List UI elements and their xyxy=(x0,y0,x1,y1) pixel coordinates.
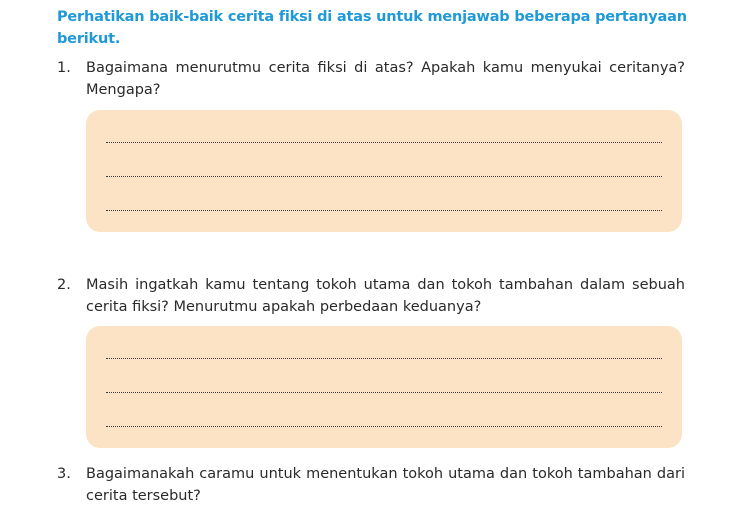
question-2 xyxy=(57,274,685,318)
answer-line[interactable] xyxy=(106,392,662,393)
answer-line[interactable] xyxy=(106,176,662,177)
question-text: Bagaimana menurutmu cerita fiksi di atas? Apakah kamu menyukai ceritanya? Mengapa? xyxy=(86,60,685,98)
question-number: 3. xyxy=(57,466,71,482)
answer-line[interactable] xyxy=(106,358,662,359)
answer-box-2[interactable] xyxy=(86,326,682,448)
question-text: Masih ingatkah kamu tentang tokoh utama dan tokoh tambahan dalam sebuah cerita fiksi? Menurutmu apakah perbedaan keduanya? xyxy=(86,277,685,315)
question-number: 2. xyxy=(57,277,71,293)
answer-line[interactable] xyxy=(106,426,662,427)
instruction-heading: Perhatikan baik-baik cerita fiksi di atas untuk menjawab beberapa pertanyaan berikut. xyxy=(57,9,687,47)
answer-line[interactable] xyxy=(106,142,662,143)
question-text: Bagaimanakah caramu untuk menentukan tokoh utama dan tokoh tambahan dari cerita tersebut? xyxy=(86,466,685,504)
question-3 xyxy=(57,463,685,507)
question-number: 1. xyxy=(57,60,71,76)
answer-box-1[interactable] xyxy=(86,110,682,232)
answer-line[interactable] xyxy=(106,210,662,211)
question-1 xyxy=(57,57,685,101)
